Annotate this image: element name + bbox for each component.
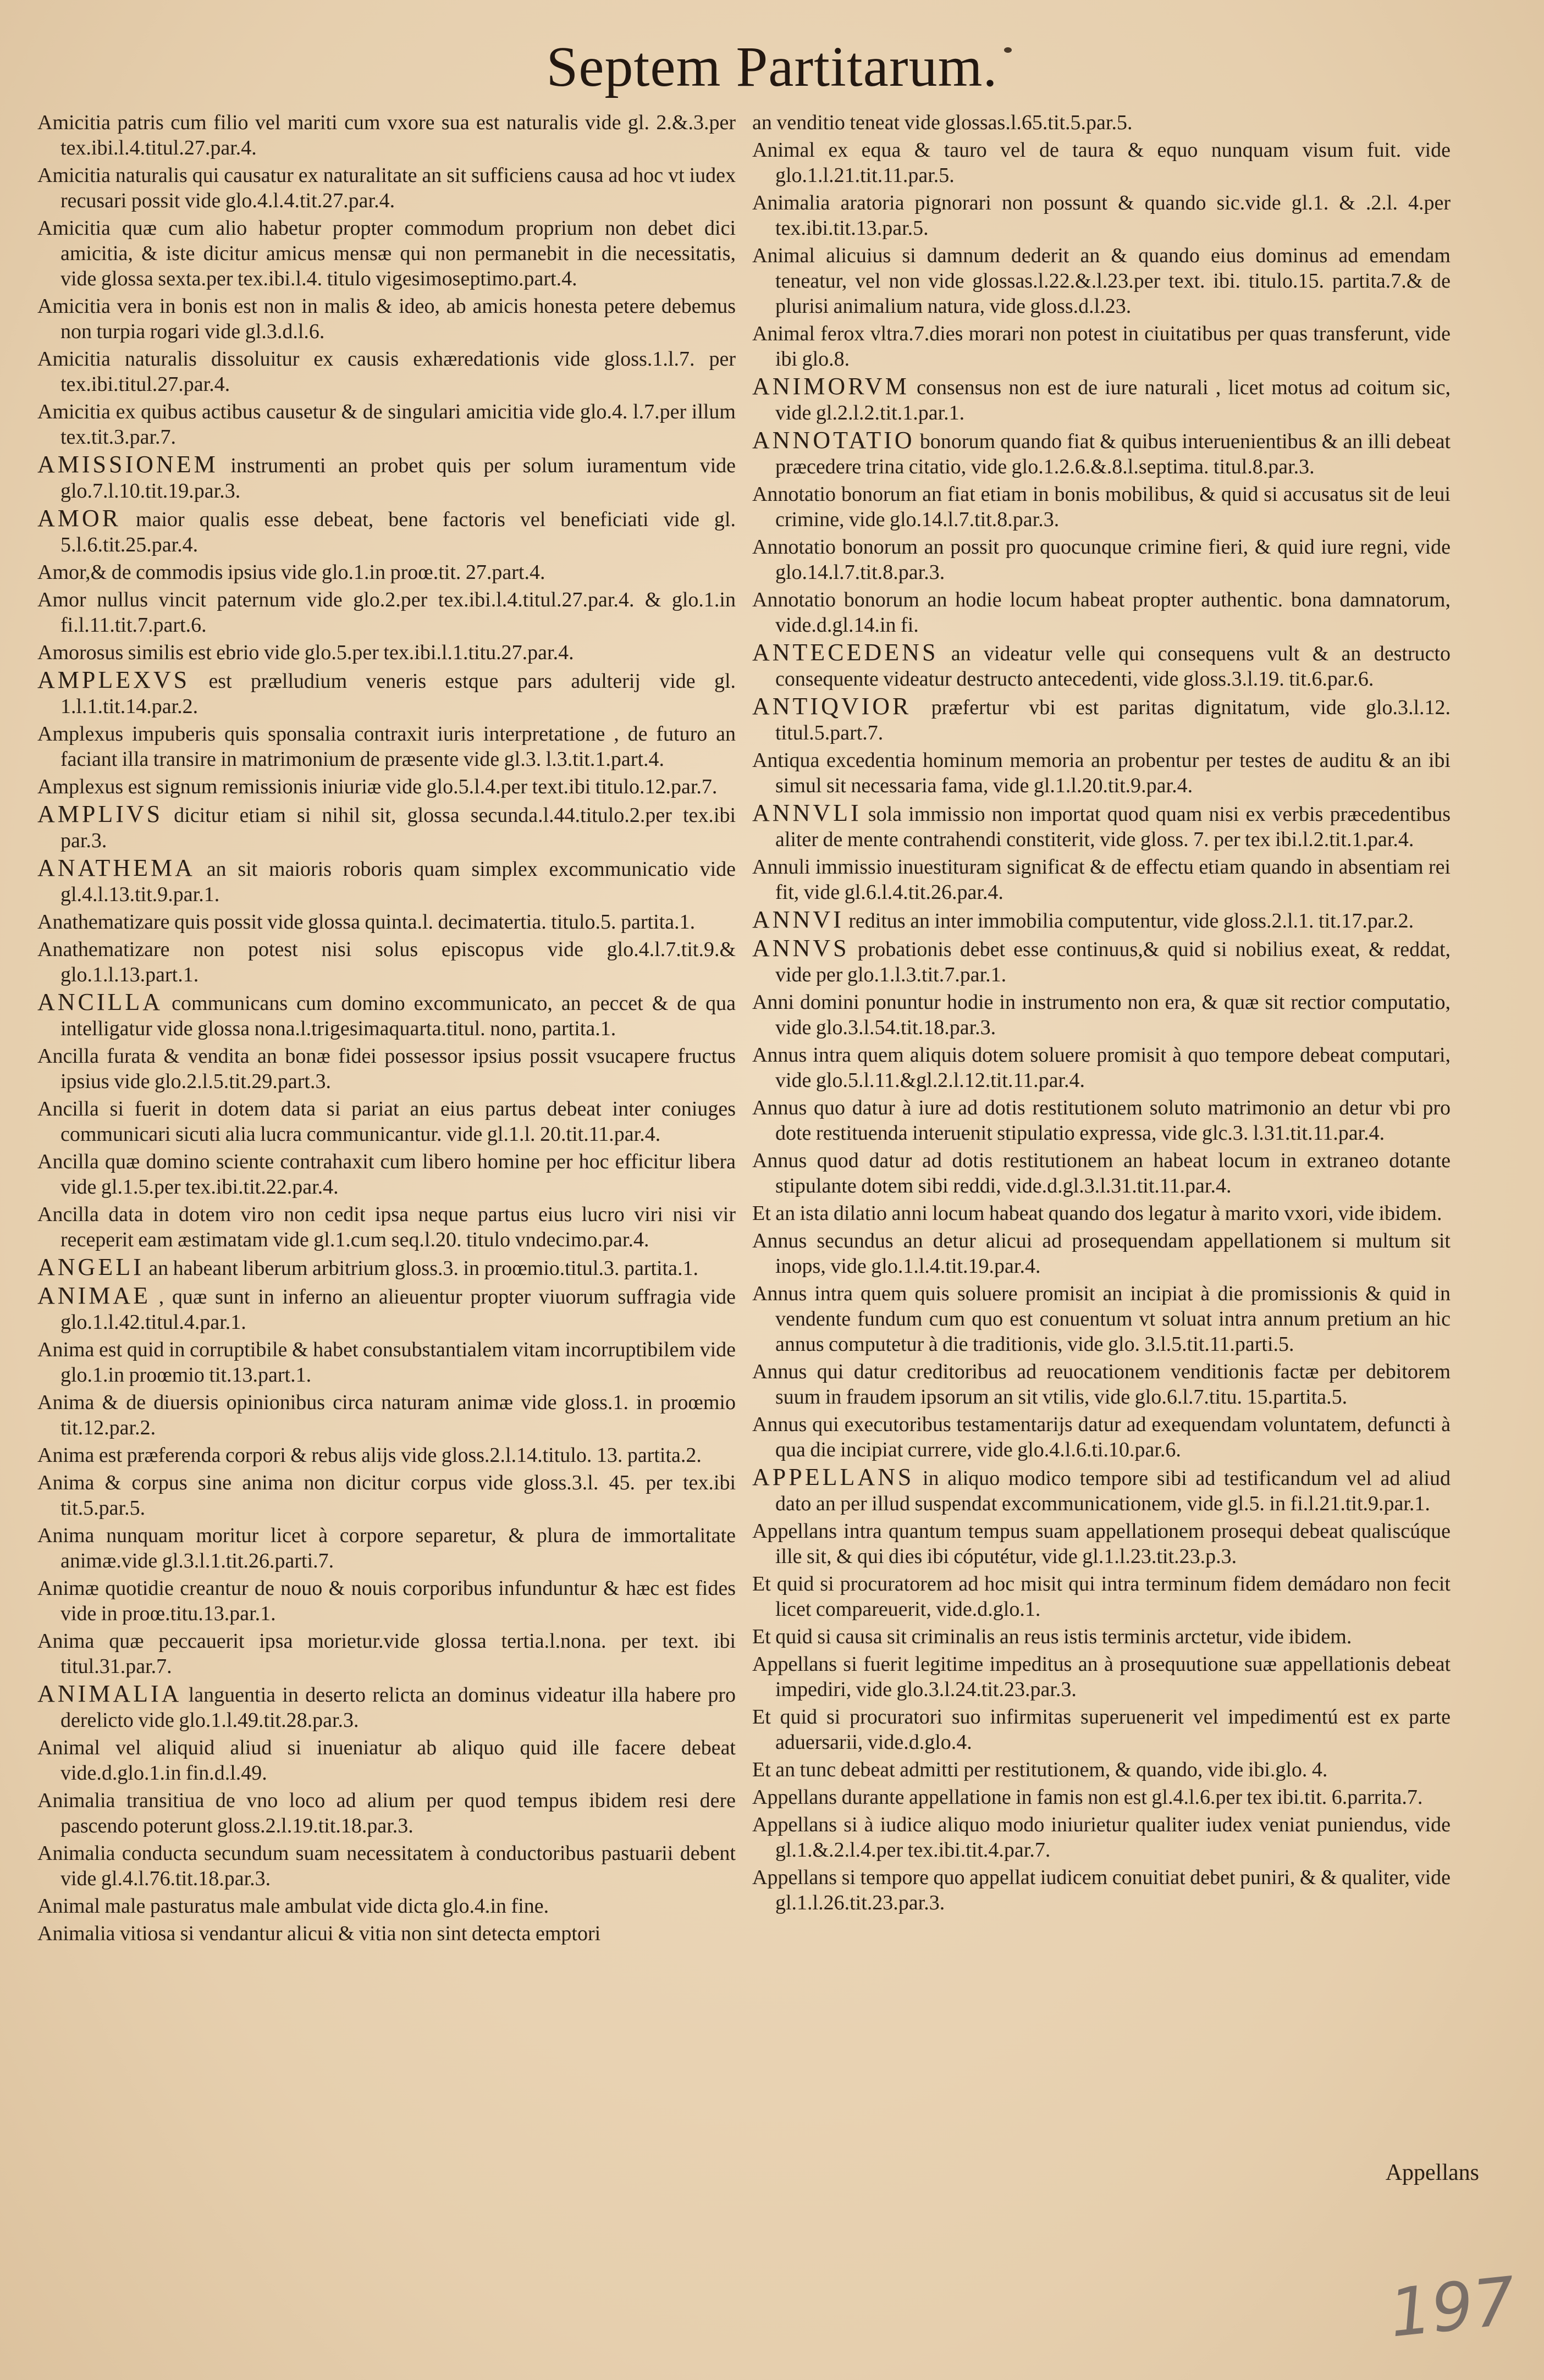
left-column [37,110,736,2210]
entry-text: Amicitia naturalis qui causatur ex naturalitate an sit sufficiens causa ad hoc vt iudex recusari possit vide glo.4.l.4.tit.27.par.4. [37,164,736,212]
index-entry [752,1412,1451,1462]
entry-text: Anima est quid in corruptibile & habet consubstantialem vitam incorruptibilem vide glo.1.in proœmio tit.13.part.1. [37,1338,736,1387]
entry-text: Annus qui datur creditoribus ad reuocationem venditionis factæ per debitorem suum in fraudem ipsorum an sit vtilis, vide glo.6.l.7.titu. 15.partita.5. [752,1360,1451,1409]
index-entry [752,1757,1451,1782]
ink-speck [1004,47,1012,53]
index-entry [37,346,736,397]
entry-text: Amplexus impuberis quis sponsalia contraxit iuris interpretatione , de futuro an faciant illa transire in matrimonium de præsente vide gl.3. l.3.tit.1.part.4. [37,722,736,771]
index-entry [752,190,1451,241]
index-entry [37,802,736,853]
entry-text: probationis debet esse continuus,& quid si nobilius exeat, & reddat, vide per glo.1.l.3.tit.7.par.1. [775,938,1451,986]
index-entry [752,1281,1451,1357]
entry-text: Animal vel aliquid aliud si inueniatur ab aliquo quid ille facere debeat vide.d.glo.1.in fin.d.l.49. [37,1736,736,1785]
entry-text: Amicitia quæ cum alio habetur propter commodum proprium non debet dici amicitia, & iste dicitur amicus mensæ qui non permanebit in die necessitatis, vide glossa sexta.per tex.ibi.l.4. titulo vigesimoseptimo.part.4. [37,217,736,290]
index-entry [37,1893,736,1919]
index-entry [37,110,736,161]
entry-headword: ANNVI [752,906,844,933]
entry-text: Annotatio bonorum an hodie locum habeat propter authentic. bona damnatorum, vide.d.gl.14.in fi. [752,588,1451,637]
entry-headword: APPELLANS [752,1464,914,1490]
index-entry [752,1042,1451,1093]
entry-text: an sit maioris roboris quam simplex excommunicatio vide gl.4.l.13.tit.9.par.1. [60,858,736,906]
entry-text: Animal ferox vltra.7.dies morari non potest in ciuitatibus per quas transferunt, vide ibi glo.8. [752,322,1451,371]
index-entry [752,1652,1451,1702]
entry-text: Animal male pasturatus male ambulat vide dicta glo.4.in fine. [37,1895,549,1918]
entry-text: Ancilla furata & vendita an bonæ fidei possessor ipsius possit vsucapere fructus ipsius vide glo.2.l.5.tit.29.part.3. [37,1045,736,1093]
entry-text: Animal alicuius si damnum dederit an & quando eius dominus ad emendam teneatur, vel non vide glossas.l.22.&.l.23.per text. ibi. titulo.15. partita.7.& de plurisi animalium natura, vide gloss.d.l.23. [752,244,1451,318]
entry-text: Anima est præferenda corpori & rebus alijs vide gloss.2.l.14.titulo. 13. partita.2. [37,1444,702,1467]
index-entry [37,1255,736,1281]
entry-text: Animalia vitiosa si vendantur alicui & vitia non sint detecta emptori [37,1922,601,1945]
index-entry [752,1624,1451,1649]
index-entry [37,1149,736,1200]
entry-text: in aliquo modico tempore sibi ad testificandum vel ad aliud dato an per illud suspendat excommunicationem, vide gl.5. in fi.l.21.tit.9.par.1. [775,1467,1451,1515]
index-entry [752,1095,1451,1146]
index-entry [752,374,1451,426]
entry-text: Animalia conducta secundum suam necessitatem à conductoribus pastuarii debent vide gl.4.l.76.tit.18.par.3. [37,1842,736,1890]
entry-text: Amicitia vera in bonis est non in malis & ideo, ab amicis honesta petere debemus non turpia rogari vide gl.3.d.l.6. [37,295,736,343]
entry-headword: AMOR [37,505,122,532]
entry-headword: ANTECEDENS [752,639,939,666]
entry-text: Annus quod datur ad dotis restitutionem an habeat locum in extraneo dotante stipulante dotem sibi reddi, vide.d.gl.3.l.31.tit.11.par.4. [752,1149,1451,1197]
index-entry [752,907,1451,934]
index-entry [37,1735,736,1786]
index-entry [752,1465,1451,1516]
entry-text: an videatur velle qui consequens vult & an destructo consequente videatur destructo antecedenti, vide gloss.3.l.19. tit.6.par.6. [775,642,1451,691]
entry-text: Annus quo datur à iure ad dotis restitutionem soluto matrimonio an detur vbi pro dote restituenda interuenit stipulatio expressa, vide glc.3. l.31.tit.11.par.4. [752,1096,1451,1145]
index-entry [37,1337,736,1388]
index-entry [37,774,736,799]
catchword: Appellans [1385,2160,1479,2185]
entry-text: Anima & de diuersis opinionibus circa naturam animæ vide gloss.1. in proœmio tit.12.par.2. [37,1391,736,1439]
index-entry [37,1681,736,1733]
entry-headword: ANNOTATIO [752,427,915,454]
entry-headword: ANTIQVIOR [752,693,912,720]
index-entry [37,1470,736,1521]
index-entry [752,587,1451,638]
entry-headword: ANATHEMA [37,854,195,881]
entry-text: Anathematizare quis possit vide glossa quinta.l. decimatertia. titulo.5. partita.1. [37,910,696,934]
entry-text: reditus an inter immobilia computentur, vide gloss.2.l.1. tit.17.par.2. [848,909,1414,932]
entry-text: an habeant liberum arbitrium gloss.3. in proœmio.titul.3. partita.1. [148,1257,699,1280]
entry-text: maior qualis esse debeat, bene factoris vel beneficiati vide gl. 5.l.6.tit.25.par.4. [60,508,736,556]
index-entry [752,1518,1451,1569]
entry-headword: AMPLIVS [37,800,163,827]
index-entry [752,482,1451,532]
index-entry [752,1201,1451,1226]
entry-text: Animalia aratoria pignorari non possunt & quando sic.vide gl.1. & .2.l. 4.per tex.ibi.tit.13.par.5. [752,191,1451,240]
entry-text: Animal ex equa & tauro vel de taura & equo nunquam visum fuit. vide glo.1.l.21.tit.11.par.5. [752,139,1451,187]
index-entry [37,1576,736,1626]
entry-text: Annus qui executoribus testamentarijs datur ad exequendam voluntatem, defuncti à qua die incipiat currere, vide glo.4.l.6.ti.10.par.6. [752,1413,1451,1461]
index-entry [37,990,736,1041]
entry-text: Appellans durante appellatione in famis non est gl.4.l.6.per tex ibi.tit. 6.parrita.7. [752,1786,1423,1809]
index-entry [752,1148,1451,1199]
entry-text: Annus intra quem aliquis dotem soluere promisit à quo tempore debeat computari, vide glo.5.l.11.&gl.2.l.12.tit.11.par.4. [752,1043,1451,1092]
entry-text: Appellans si à iudice aliquo modo iniurietur qualiter iudex veniat puniendus, vide gl.1.&.2.l.4.per tex.ibi.tit.4.par.7. [752,1813,1451,1862]
entry-text: , quæ sunt in inferno an alieuentur propter viuorum suffragia vide glo.1.l.42.titul.4.par.1. [60,1285,736,1334]
entry-text: Et quid si causa sit criminalis an reus istis terminis arctetur, vide ibidem. [752,1625,1352,1648]
entry-text: Animalia transitiua de vno loco ad alium per quod tempus ibidem resi dere pascendo poterunt gloss.2.l.19.tit.18.par.3. [37,1789,736,1837]
index-entry [752,137,1451,188]
index-entry [752,110,1451,135]
entry-text: Annotatio bonorum an possit pro quocunque crimine fieri, & quid iure regni, vide glo.14.l.7.tit.8.par.3. [752,535,1451,584]
entry-text: Anima quæ peccauerit ipsa morietur.vide glossa tertia.l.nona. per text. ibi titul.31.par.7. [37,1630,736,1678]
entry-text: Amor nullus vincit paternum vide glo.2.per tex.ibi.l.4.titul.27.par.4. & glo.1.in fi.l.11.tit.7.part.6. [37,588,736,637]
index-entry [752,534,1451,585]
entry-headword: ANNVS [752,935,850,962]
index-entry [752,990,1451,1040]
entry-text: Anima & corpus sine anima non dicitur corpus vide gloss.3.l. 45. per tex.ibi tit.5.par.5. [37,1471,736,1520]
index-entry [37,587,736,638]
entry-text: Amicitia naturalis dissoluitur ex causis exhæredationis vide gloss.1.l.7. per tex.ibi.titul.27.par.4. [37,347,736,396]
entry-text: Appellans intra quantum tempus suam appellationem prosequi debeat qualiscúque ille sit, & qui dies ibi cóputétur, vide gl.1.l.23.tit.23.p.3. [752,1520,1451,1568]
index-entry [752,428,1451,479]
index-entry [37,640,736,665]
index-entry [37,1628,736,1679]
entry-text: Amorosus similis est ebrio vide glo.5.per tex.ibi.l.1.titu.27.par.4. [37,641,574,664]
index-entry [37,1921,736,1946]
index-entry [37,560,736,585]
index-entry [37,937,736,987]
entry-text: Annuli immissio inuestituram significat & de effectu etiam quando in absentiam rei fit, vide gl.6.l.4.tit.26.par.4. [752,855,1451,904]
entry-text: Amicitia patris cum filio vel mariti cum vxore sua est naturalis vide gl. 2.&.3.per tex.ibi.l.4.titul.27.par.4. [37,111,736,159]
index-entry [37,909,736,935]
entry-headword: ANNVLI [752,799,862,826]
entry-text: Et an ista dilatio anni locum habeat quando dos legatur à marito vxori, vide ibidem. [752,1202,1442,1225]
entry-text: bonorum quando fiat & quibus interuenientibus & an illi debeat præcedere trina citatio, vide glo.1.2.6.&.8.l.septima. titul.8.par.3. [775,430,1451,478]
entry-text: consensus non est de iure naturali , licet motus ad coitum sic, vide gl.2.l.2.tit.1.par.1. [775,376,1451,424]
entry-text: Et quid si procuratorem ad hoc misit qui intra terminum fidem demádaro non fecit licet compareuerit, vide.d.glo.1. [752,1572,1451,1621]
entry-text: Amplexus est signum remissionis iniuriæ vide glo.5.l.4.per text.ibi titulo.12.par.7. [37,775,718,798]
index-entry [37,216,736,291]
index-entry [37,667,736,719]
index-entry [752,694,1451,746]
index-entry [37,452,736,504]
index-entry [752,748,1451,798]
index-entry [752,1704,1451,1755]
index-entry [752,321,1451,372]
index-entry [37,721,736,772]
index-entry [752,1865,1451,1915]
entry-headword: ANGELI [37,1253,144,1280]
entry-headword: ANIMALIA [37,1680,182,1707]
entry-text: Et quid si procuratori suo infirmitas superuenerit vel impedimentú est ex parte aduersarii, vide.d.glo.4. [752,1705,1451,1754]
entry-text: Appellans si tempore quo appellat iudicem conuitiat debet puniri, & & qualiter, vide gl.1.l.26.tit.23.par.3. [752,1866,1451,1914]
index-entry [752,1812,1451,1863]
index-entry [752,1785,1451,1810]
entry-text: Et an tunc debeat admitti per restitutionem, & quando, vide ibi.glo. 4. [752,1758,1328,1781]
index-entry [37,1283,736,1335]
entry-text: præfertur vbi est paritas dignitatum, vide glo.3.l.12. titul.5.part.7. [775,696,1451,744]
running-head: Septem Partitarum. [546,35,998,98]
index-entry [37,506,736,557]
index-entry [37,1788,736,1838]
entry-text: dicitur etiam si nihil sit, glossa secunda.l.44.titulo.2.per tex.ibi par.3. [60,804,736,852]
index-entry [37,855,736,907]
entry-text: Anathematizare non potest nisi solus episcopus vide glo.4.l.7.tit.9.& glo.1.l.13.part.1. [37,938,736,986]
index-entry [752,243,1451,319]
index-entry [37,1043,736,1094]
index-entry [37,294,736,344]
right-column [752,110,1451,2210]
entry-text: an venditio teneat vide glossas.l.65.tit.5.par.5. [752,111,1133,134]
entry-text: Annotatio bonorum an fiat etiam in bonis mobilibus, & quid si accusatus sit de leui crimine, vide glo.14.l.7.tit.8.par.3. [752,483,1451,531]
entry-headword: AMISSIONEM [37,451,218,478]
entry-headword: ANIMORVM [752,373,909,400]
index-entry [37,1841,736,1891]
index-entry [752,640,1451,692]
index-entry [752,854,1451,905]
entry-text: sola immissio non importat quod quam nisi ex verbis præcedentibus aliter de mente contrahendi constiterit, vide gloss. 7. per tex ibi.l.2.tit.1.par.4. [775,803,1451,851]
index-entry [37,399,736,450]
index-entry [37,1523,736,1573]
entry-headword: ANIMAE [37,1282,151,1309]
entry-text: Anni domini ponuntur hodie in instrumento non era, & quæ sit rectior computatio, vide glo.3.l.54.tit.18.par.3. [752,991,1451,1039]
entry-headword: AMPLEXVS [37,666,190,693]
entry-text: instrumenti an probet quis per solum iuramentum vide glo.7.l.10.tit.19.par.3. [60,454,736,502]
index-entry [752,800,1451,852]
entry-text: communicans cum domino excommunicato, an peccet & de qua intelligatur vide glossa nona.l.trigesimaquarta.titul. nono, partita.1. [60,992,736,1040]
index-entry [37,163,736,213]
index-entry [752,1359,1451,1410]
entry-text: Ancilla quæ domino sciente contrahaxit cum libero homine per hoc efficitur libera vide gl.1.5.per tex.ibi.tit.22.par.4. [37,1150,736,1199]
entry-text: Amicitia ex quibus actibus causetur & de singulari amicitia vide glo.4. l.7.per illum tex.tit.3.par.7. [37,400,736,449]
entry-text: Annus intra quem quis soluere promisit an incipiat à die promissionis & quid in vendente fundum cum quo est conuentum vt soluat intra annum pretium an hic annus computetur à die traditionis, vide glo. 3.l.5.tit.11.parti.5. [752,1282,1451,1356]
entry-headword: ANCILLA [37,989,163,1015]
entry-text: Appellans si fuerit legitime impeditus an à prosequutione suæ appellationis debeat impediri, vide glo.3.l.24.tit.23.par.3. [752,1653,1451,1701]
entry-text: languentia in deserto relicta an dominus videatur illa habere pro derelicto vide glo.1.l.49.tit.28.par.3. [60,1683,736,1732]
index-entry [752,1571,1451,1622]
entry-text: Anima nunquam moritur licet à corpore separetur, & plura de immortalitate animæ.vide gl.3.l.1.tit.26.parti.7. [37,1524,736,1572]
handwritten-folio-number: 197 [1386,2263,1519,2353]
index-entry [752,1228,1451,1279]
entry-text: Ancilla si fuerit in dotem data si pariat an eius partus debeat inter coniuges communicari sicuti alia lucra communicantur. vide gl.1.l. 20.tit.11.par.4. [37,1097,736,1146]
entry-text: Animæ quotidie creantur de nouo & nouis corporibus infunduntur & hæc est fides vide in proœ.titu.13.par.1. [37,1577,736,1625]
index-entry [37,1390,736,1440]
index-entry [37,1443,736,1468]
index-entry [37,1096,736,1147]
entry-text: est prælludium veneris estque pars adulterij vide gl. 1.l.1.tit.14.par.2. [60,670,736,718]
index-entry [752,936,1451,987]
entry-text: Ancilla data in dotem viro non cedit ipsa neque partus eius lucro viri nisi vir receperit eam æstimatam vide gl.1.cum seq.l.20. titulo vndecimo.par.4. [37,1203,736,1251]
entry-text: Amor,& de commodis ipsius vide glo.1.in proœ.tit. 27.part.4. [37,561,545,584]
index-entry [37,1202,736,1252]
entry-text: Antiqua excedentia hominum memoria an probentur per testes de auditu & an ibi simul sit necessaria fama, vide gl.1.l.20.tit.9.par.4. [752,749,1451,797]
entry-text: Annus secundus an detur alicui ad prosequendam appellationem si multum sit inops, vide glo.1.l.4.tit.19.par.4. [752,1229,1451,1278]
